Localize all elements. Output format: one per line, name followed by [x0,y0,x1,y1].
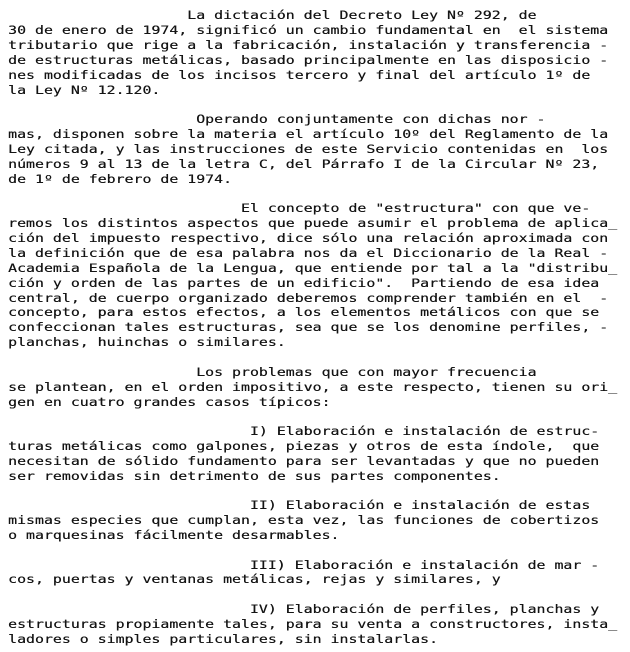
text-line: mismas especies que cumplan, esta vez, las funciones de cobertizos [8,514,600,528]
text-line: necesitan de sólido fundamento para ser levantadas y que no pueden [8,454,600,468]
text-line: turas metálicas como galpones, piezas y otros de esta índole, que [8,439,600,453]
text-line: IV) Elaboración de perfiles, planchas y [8,602,600,616]
text-line: El concepto de "estructura" con que ve- [8,202,591,216]
text-line: tributario que rige a la fabricación, instalación y transferencia - [8,38,609,52]
text-line: ción y orden de las partes de un edificio". Partiendo de esa idea [8,276,600,290]
text-line: ción del impuesto respectivo, dice sólo una relación aproximada con [8,231,609,245]
text-line: III) Elaboración e instalación de mar - [8,558,600,572]
text-line: Academia Española de la Lengua, que entiende por tal a la "distribu_ [8,261,618,275]
text-line: confeccionan tales estructuras, sea que se los denomine perfiles, - [8,321,609,335]
text-line: I) Elaboración e instalación de estruc- [8,425,600,438]
text-line: mas, disponen sobre la materia el artículo 10º del Reglamento de la [8,127,609,141]
text-line: nes modificadas de los incisos tercero y final del artículo 1º de [8,68,591,82]
text-line: Ley citada, y las instrucciones de este Servicio contenidas en los [8,142,609,156]
text-line: la Ley Nº 12.120. [8,83,161,97]
text-line: concepto, para estos efectos, a los elementos metálicos con que se [8,306,600,320]
text-line: II) Elaboración e instalación de estas [8,499,591,513]
text-line: remos los distintos aspectos que puede asumir el problema de aplica_ [8,217,618,230]
text-line: La dictación del Decreto Ley Nº 292, de [8,9,537,22]
text-line: gen en cuatro grandes casos típicos: [8,395,331,409]
text-line: Los problemas que con mayor frecuencia [8,365,537,379]
text-line: Operando conjuntamente con dichas nor - [8,113,546,126]
text-line: o marquesinas fácilmente desarmables. [8,529,340,542]
text-line: ser removidas sin detrimento de sus partes componentes. [8,469,501,483]
text-line: números 9 al 13 de la letra C, del Párrafo I de la Circular Nº 23, [8,157,600,171]
text-line: se plantean, en el orden impositivo, a este respecto, tienen su ori_ [8,380,618,394]
text-line: ladores o simples particulares, sin instalarlas. [8,632,438,646]
text-line: la definición que de esa palabra nos da el Diccionario de la Real - [8,246,609,260]
text-line: 30 de enero de 1974, significó un cambio fundamental en el sistema [8,23,609,37]
text-line: planchas, huinchas o similares. [8,336,286,350]
text-line: central, de cuerpo organizado deberemos comprender también en el - [8,291,609,305]
text-line: de estructuras metálicas, basado principalmente en las disposicio - [8,53,609,67]
text-line: de 1º de febrero de 1974. [8,172,232,186]
text-line: cos, puertas y ventanas metálicas, rejas y similares, y [8,573,501,587]
text-line: estructuras propiamente tales, para su venta a constructores, insta_ [8,617,618,631]
